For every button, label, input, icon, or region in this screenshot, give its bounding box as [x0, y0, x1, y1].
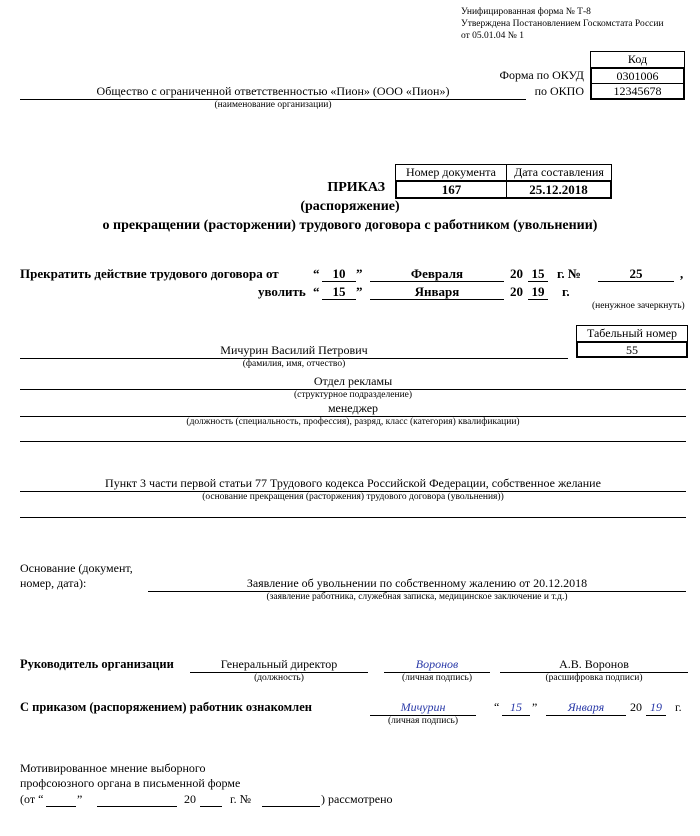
- employee-department: Отдел рекламы: [313, 374, 393, 388]
- dismiss-year-suffix: 19: [531, 284, 545, 299]
- contract-number-underline: [598, 281, 674, 282]
- okud-label: Форма по ОКУД: [499, 68, 584, 82]
- union-reviewed: ) рассмотрено: [321, 792, 393, 806]
- form-date-line: от 05.01.04 № 1: [461, 31, 524, 41]
- dismiss-quote-open: “: [313, 284, 320, 299]
- contract-number-label: г. №: [557, 266, 582, 281]
- tab-number-header: Табельный номер: [576, 325, 688, 342]
- acquainted-quote-open: “: [494, 700, 500, 714]
- dismiss-day-underline: [322, 299, 356, 300]
- document-number: 167: [395, 180, 507, 199]
- union-number-label: г. №: [230, 792, 252, 806]
- contract-quote-open: “: [313, 266, 320, 281]
- union-number-underline: [262, 806, 320, 807]
- acquainted-year-label: г.: [675, 700, 682, 714]
- basis-label-line2: номер, дата):: [20, 576, 87, 590]
- employee-position-hint: (должность (специальность, профессия), разряд, класс (категория) квалификации): [186, 417, 520, 427]
- tab-number: 55: [576, 341, 688, 358]
- acquainted-month: Января: [567, 700, 605, 714]
- contract-comma: ,: [680, 266, 684, 281]
- union-month-underline: [97, 806, 177, 807]
- union-from-label: (от “: [20, 792, 44, 806]
- contract-year-underline: [528, 281, 548, 282]
- basis-text: Заявление об увольнении по собственному жалению от 20.12.2018: [246, 576, 588, 590]
- employee-signature-hint: (личная подпись): [387, 716, 459, 726]
- dismiss-year-prefix: 20: [510, 284, 523, 299]
- strike-hint: (ненужное зачеркнуть): [592, 301, 685, 311]
- union-year-underline: [200, 806, 222, 807]
- form-approval-line: Утверждена Постановлением Госкомстата России: [461, 19, 664, 29]
- union-day-underline: [46, 806, 76, 807]
- acquainted-label: С приказом (распоряжением) работник ознакомлен: [20, 700, 312, 714]
- employee-name-hint: (фамилия, имя, отчество): [242, 359, 346, 369]
- basis-hint: (заявление работника, служебная записка, медицинское заключение и т.д.): [266, 592, 568, 602]
- union-year-prefix: 20: [184, 792, 196, 806]
- head-position: Генеральный директор: [220, 657, 338, 671]
- contract-day-underline: [322, 281, 356, 282]
- acquainted-year-underline: [646, 715, 666, 716]
- dismiss-label: уволить: [258, 284, 306, 299]
- grounds-hint: (основание прекращения (расторжения) трудового договора (увольнения)): [202, 492, 504, 502]
- employee-department-hint: (структурное подразделение): [293, 390, 413, 400]
- dismiss-day: 15: [332, 284, 346, 299]
- contract-month-underline: [370, 281, 504, 282]
- employee-signature: Мичурин: [400, 700, 446, 714]
- dismiss-year-underline: [528, 299, 548, 300]
- head-signature-hint: (личная подпись): [401, 673, 473, 683]
- contract-quote-close: ”: [356, 266, 363, 281]
- acquainted-day: 15: [510, 700, 522, 714]
- document-date-header: Дата составления: [506, 164, 612, 181]
- organization-name: Общество с ограниченной ответственностью «Пион» (ООО «Пион»): [96, 84, 450, 98]
- head-label: Руководитель организации: [20, 657, 174, 671]
- head-decoded-hint: (расшифровка подписи): [545, 673, 643, 683]
- document-number-header: Номер документа: [395, 164, 507, 181]
- stop-contract-label: Прекратить действие трудового договора от: [20, 266, 279, 281]
- grounds-extra-line: [20, 517, 686, 518]
- contract-number: 25: [629, 266, 643, 281]
- contract-day: 10: [332, 266, 346, 281]
- okpo-label: по ОКПО: [534, 84, 584, 98]
- document-date: 25.12.2018: [506, 180, 612, 199]
- contract-month: Февраля: [410, 266, 464, 281]
- grounds-text: Пункт 3 части первой статьи 77 Трудового кодекса Российской Федерации, собственное желание: [105, 476, 601, 490]
- document-title: ПРИКАЗ: [327, 180, 385, 195]
- union-line1: Мотивированное мнение выборного: [20, 761, 206, 775]
- employee-extra-line: [20, 441, 686, 442]
- organization-hint: (наименование организации): [214, 100, 332, 110]
- acquainted-quote-close: ”: [532, 700, 538, 714]
- contract-year-suffix: 15: [531, 266, 545, 281]
- code-column-header: Код: [590, 51, 685, 68]
- okpo-code: 12345678: [590, 83, 685, 100]
- acquainted-month-underline: [546, 715, 626, 716]
- union-line2: профсоюзного органа в письменной форме: [20, 776, 241, 790]
- acquainted-year-suffix: 19: [650, 700, 662, 714]
- acquainted-year-prefix: 20: [630, 700, 642, 714]
- okud-code: 0301006: [590, 67, 685, 84]
- document-subtitle: (распоряжение): [300, 199, 400, 214]
- head-signature: Воронов: [415, 657, 459, 671]
- head-decoded-name: А.В. Воронов: [559, 657, 629, 671]
- basis-label-line1: Основание (документ,: [20, 561, 133, 575]
- dismiss-month: Января: [414, 284, 460, 299]
- dismiss-quote-close: ”: [356, 284, 363, 299]
- union-quote-close: ”: [77, 792, 83, 806]
- dismiss-year-label: г.: [562, 284, 570, 299]
- employee-position: менеджер: [327, 401, 379, 415]
- acquainted-day-underline: [502, 715, 530, 716]
- form-type-line: Унифицированная форма № Т-8: [461, 7, 591, 17]
- document-description: о прекращении (расторжении) трудового договора с работником (увольнении): [102, 218, 598, 233]
- employee-name: Мичурин Василий Петрович: [220, 343, 368, 357]
- contract-year-prefix: 20: [510, 266, 523, 281]
- dismiss-month-underline: [370, 299, 504, 300]
- head-position-hint: (должность): [254, 673, 304, 683]
